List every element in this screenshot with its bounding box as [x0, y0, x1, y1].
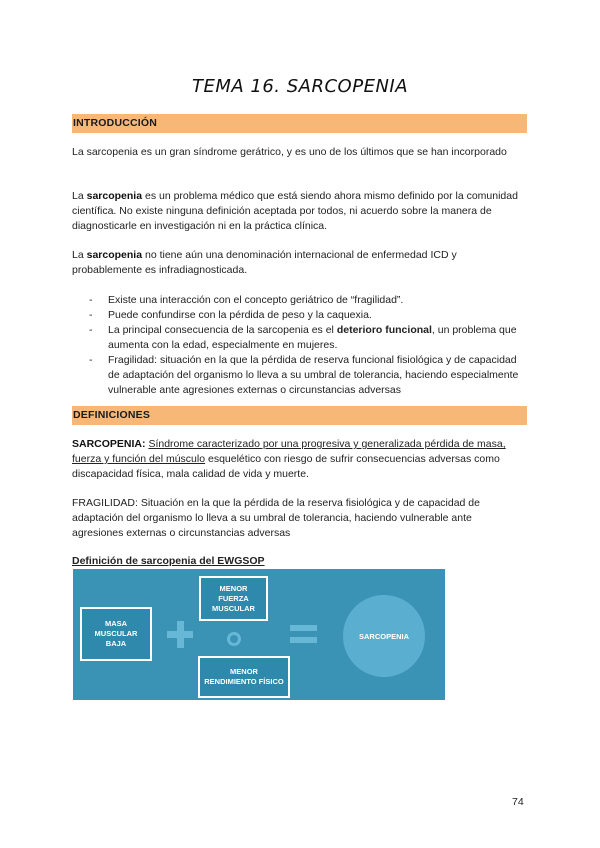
intro-bullet-list	[89, 293, 529, 398]
underlined-text: Síndrome caracterizado por una progresiva y generalizada pérdida de masa, fuerza y función del músculo	[72, 438, 506, 465]
box-masa-muscular-baja	[80, 607, 152, 661]
text-run: no tiene aún una denominación internacional de enfermedad ICD y probablemente es infradiagnosticada.	[72, 249, 457, 276]
definition-sarcopenia	[72, 437, 522, 482]
text-run: La	[72, 190, 87, 202]
intro-paragraph-2	[72, 189, 522, 234]
intro-paragraph-3	[72, 248, 522, 278]
box-label: MENOR FUERZA MUSCULAR	[212, 583, 255, 613]
bold-term: sarcopenia	[86, 249, 143, 261]
bold-term: deterioro funcional	[336, 324, 432, 336]
ewgsop-heading: Definición de sarcopenia del EWGSOP	[72, 555, 265, 567]
box-menor-fuerza-muscular	[199, 576, 268, 621]
list-item: - Puede confundirse con la pérdida de peso y la caquexia.	[89, 308, 529, 323]
page-number: 74	[512, 796, 524, 808]
page-title: TEMA 16. SARCOPENIA	[191, 76, 409, 97]
section-header-label: INTRODUCCIÓN	[73, 117, 158, 129]
text-run: es un problema médico que está siendo ahora mismo definido por la comunidad científica. No existe ninguna definición aceptada por todos, ni acuerdo sobre la manera de diagnosticarle en investigación ni en la práctica clínica.	[72, 190, 518, 232]
text-run: , un problema que aumenta con la edad, especialmente en mujeres.	[108, 324, 517, 351]
box-label: MENOR RENDIMIENTO FÍSICO	[204, 667, 284, 686]
list-item: - Existe una interacción con el concepto geriátrico de “fragilidad”.	[89, 293, 529, 308]
section-header-definiciones	[72, 406, 527, 425]
list-item	[89, 323, 529, 353]
text-run: esquelético con riesgo de sufrir consecuencias adversas como discapacidad física, mala calidad de vida y muerte.	[72, 453, 500, 480]
bold-term: sarcopenia	[86, 190, 143, 202]
list-item: - Fragilidad: situación en la que la pérdida de reserva funcional fisiológica y de capacidad de adaptación del organismo lo lleva a su umbral de tolerancia, haciendo especialmente vulnerable ante agresiones externas o circunstancias adversas	[89, 353, 529, 398]
definition-fragilidad: FRAGILIDAD: Situación en la que la pérdida de la reserva fisiológica y de capacidad de adaptación del organismo lo lleva a su umbral de tolerancia, haciendo vulnerable ante agresiones externas o circunstancias adversas	[72, 497, 480, 539]
box-label: MASA MUSCULAR BAJA	[94, 619, 138, 648]
text-run: La principal consecuencia de la sarcopenia es el	[108, 324, 337, 336]
equals-operator-icon	[290, 637, 317, 643]
or-operator-icon	[227, 632, 241, 646]
plus-operator-icon	[177, 621, 184, 648]
text-run: La	[72, 249, 87, 261]
box-menor-rendimiento-fisico	[198, 656, 290, 698]
intro-paragraph-1: La sarcopenia es un gran síndrome gerátrico, y es uno de los últimos que se han incorporado	[72, 146, 507, 158]
definition-term: SARCOPENIA:	[72, 438, 146, 450]
ewgsop-diagram	[73, 569, 445, 700]
result-label: SARCOPENIA	[358, 631, 409, 641]
section-header-label: DEFINICIONES	[73, 409, 151, 421]
equals-operator-icon	[290, 625, 317, 631]
result-sarcopenia	[343, 595, 425, 677]
section-header-introduccion	[72, 114, 527, 133]
